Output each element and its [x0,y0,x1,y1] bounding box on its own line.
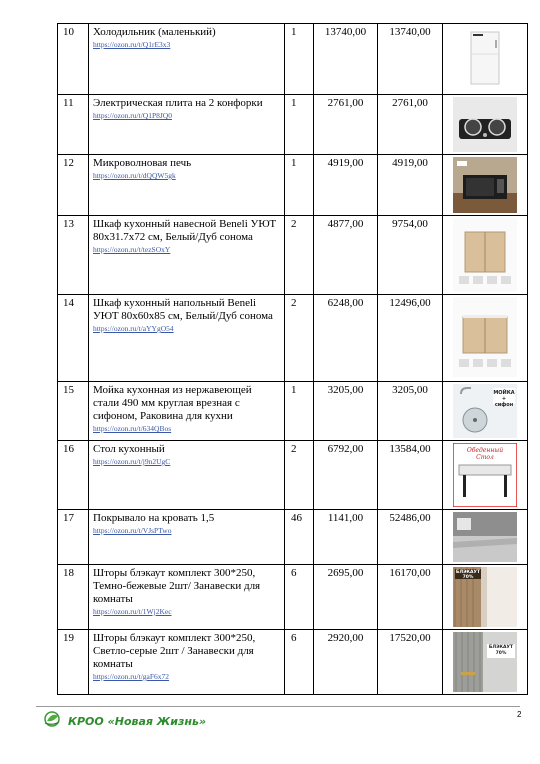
item-name: Шторы блэкаут комплект 300*250, Светло-серые 2шт / Занавески для комнаты [93,632,256,670]
item-name: Шторы блэкаут комплект 300*250, Темно-бежевые 2шт/ Занавески для комнаты [93,567,261,605]
item-cell [89,155,285,216]
table-photo [453,443,517,507]
org-name: КРОО «Новая Жизнь» [68,715,207,728]
item-link[interactable]: https://ozon.ru/t/Q1rE3x3 [93,40,171,49]
leaf-globe-icon [42,710,62,733]
beige-curtains-caption: БЛЭКАУТ 70% [455,570,481,580]
item-name: Шкаф кухонный навесной Beneli УЮТ 80х31.7х72 см, Белый/Дуб сонома [93,218,277,243]
item-link[interactable]: https://ozon.ru/t/aYYgO54 [93,324,174,333]
item-link[interactable]: https://ozon.ru/t/1Wj2Kec [93,607,172,616]
item-cell [89,630,285,695]
table-row [58,295,528,382]
table-row [58,630,528,695]
table-row [58,510,528,565]
item-name: Покрывало на кровать 1,5 [93,512,215,524]
item-name: Холодильник (маленький) [93,26,216,38]
item-link[interactable]: https://ozon.ru/t/VJsPTwo [93,526,172,535]
item-total: 16170,00 [378,565,443,630]
item-image-cell [443,441,528,510]
item-price: 2695,00 [314,565,378,630]
wall-cabinet-photo [453,218,517,292]
item-link[interactable]: https://ozon.ru/t/gaF6x72 [93,672,170,681]
beige-curtains-photo [453,567,517,627]
item-image-cell [443,155,528,216]
item-cell [89,24,285,95]
floor-cabinet-photo [453,297,517,377]
item-qty: 46 [285,510,314,565]
item-image-cell [443,630,528,695]
item-qty: 2 [285,295,314,382]
table-row [58,95,528,155]
item-price: 3205,00 [314,382,378,441]
item-price: 4919,00 [314,155,378,216]
bedspread-photo [453,512,517,562]
item-total: 9754,00 [378,216,443,295]
item-total: 13740,00 [378,24,443,95]
row-number: 15 [58,382,89,441]
item-qty: 2 [285,441,314,510]
row-number: 16 [58,441,89,510]
table-row [58,441,528,510]
item-link[interactable]: https://ozon.ru/t/j9n2UgC [93,457,171,466]
item-price: 6792,00 [314,441,378,510]
item-total: 12496,00 [378,295,443,382]
item-cell [89,95,285,155]
item-price: 2920,00 [314,630,378,695]
item-link[interactable]: https://ozon.ru/t/634QBos [93,424,172,433]
item-qty: 1 [285,155,314,216]
item-qty: 1 [285,382,314,441]
item-image-cell [443,382,528,441]
item-name: Микроволновая печь [93,157,192,169]
table-row [58,155,528,216]
item-qty: 6 [285,630,314,695]
sink-photo-caption: МОЙКА + сифон [493,390,515,408]
grey-curtains-photo [453,632,517,692]
table-row [58,382,528,441]
row-number: 13 [58,216,89,295]
item-image-cell [443,216,528,295]
item-cell [89,441,285,510]
row-number: 17 [58,510,89,565]
items-table [57,23,528,695]
table-row [58,24,528,95]
item-link[interactable]: https://ozon.ru/t/dQQW5gk [93,171,176,180]
item-price: 1141,00 [314,510,378,565]
fridge-photo [453,26,517,92]
item-image-cell [443,295,528,382]
item-total: 17520,00 [378,630,443,695]
item-price: 4877,00 [314,216,378,295]
item-cell [89,510,285,565]
item-price: 2761,00 [314,95,378,155]
item-total: 52486,00 [378,510,443,565]
row-number: 10 [58,24,89,95]
table-row [58,565,528,630]
item-link[interactable]: https://ozon.ru/t/tezSOxY [93,245,171,254]
microwave-photo [453,157,517,213]
row-number: 14 [58,295,89,382]
item-name: Стол кухонный [93,443,165,455]
item-link[interactable]: https://ozon.ru/t/Q1P8JQ0 [93,111,172,120]
footer-logo [42,710,206,733]
grey-curtains-caption: БЛЭКАУТ 70% [488,645,514,656]
sink-photo [453,384,517,438]
table-photo-caption: Обеденный Стол [466,447,504,461]
row-number: 12 [58,155,89,216]
item-image-cell [443,95,528,155]
item-qty: 1 [285,24,314,95]
item-cell [89,565,285,630]
item-qty: 2 [285,216,314,295]
item-qty: 6 [285,565,314,630]
item-name: Электрическая плита на 2 конфорки [93,97,263,109]
item-total: 2761,00 [378,95,443,155]
item-cell [89,295,285,382]
item-qty: 1 [285,95,314,155]
item-cell [89,382,285,441]
item-name: Шкаф кухонный напольный Beneli УЮТ 80х60х85 см, Белый/Дуб сонома [93,297,273,322]
item-price: 6248,00 [314,295,378,382]
item-name: Мойка кухонная из нержавеющей стали 490 мм круглая врезная с сифоном, Раковина для кухни [93,384,252,422]
item-image-cell [443,510,528,565]
item-total: 13584,00 [378,441,443,510]
footer-divider [36,706,520,707]
stove-photo [453,97,517,152]
item-total: 4919,00 [378,155,443,216]
table-row [58,216,528,295]
row-number: 11 [58,95,89,155]
item-total: 3205,00 [378,382,443,441]
item-price: 13740,00 [314,24,378,95]
item-image-cell [443,24,528,95]
item-image-cell [443,565,528,630]
item-cell [89,216,285,295]
row-number: 18 [58,565,89,630]
row-number: 19 [58,630,89,695]
page-number: 2 [517,710,522,719]
